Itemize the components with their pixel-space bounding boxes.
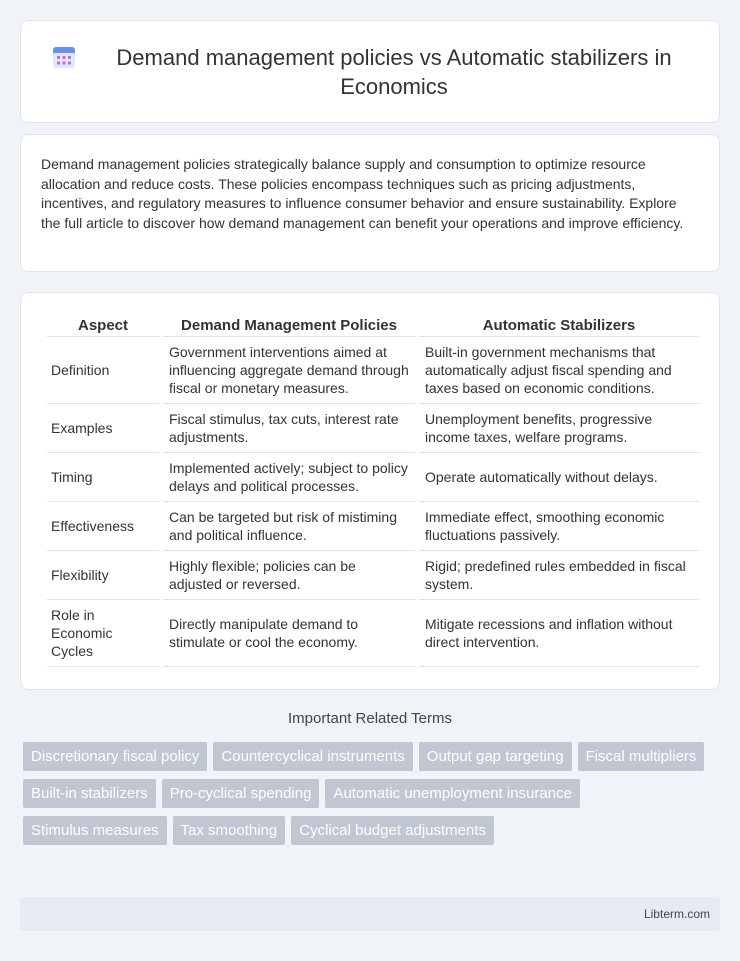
aspect-cell: Effectiveness bbox=[47, 502, 159, 551]
automatic-stabilizers-cell: Immediate effect, smoothing economic fluctuations passively. bbox=[419, 502, 699, 551]
related-term-tag[interactable]: Output gap targeting bbox=[419, 742, 572, 771]
demand-management-cell: Implemented actively; subject to policy delays and political processes. bbox=[163, 453, 415, 502]
related-terms-title: Important Related Terms bbox=[288, 710, 452, 727]
automatic-stabilizers-cell: Operate automatically without delays. bbox=[419, 453, 699, 502]
page-title: Demand management policies vs Automatic stabilizers in Economics bbox=[116, 44, 672, 99]
aspect-cell: Flexibility bbox=[47, 551, 159, 600]
automatic-stabilizers-cell: Mitigate recessions and inflation without direct intervention. bbox=[419, 600, 699, 667]
related-term-tag[interactable]: Stimulus measures bbox=[23, 816, 167, 845]
related-term-tag[interactable]: Pro-cyclical spending bbox=[162, 779, 320, 808]
header-aspect: Aspect bbox=[47, 313, 159, 337]
table-row bbox=[47, 453, 699, 502]
header bbox=[21, 43, 719, 101]
table-row bbox=[47, 404, 699, 453]
related-term-tag[interactable]: Cyclical budget adjustments bbox=[291, 816, 494, 845]
footer-brand-link[interactable]: Libterm.com bbox=[643, 907, 710, 921]
footer bbox=[20, 897, 720, 931]
aspect-cell: Examples bbox=[47, 404, 159, 453]
header-automatic-stabilizers: Automatic Stabilizers bbox=[419, 313, 699, 337]
table-header-row bbox=[47, 313, 699, 337]
demand-management-cell: Directly manipulate demand to stimulate or cool the economy. bbox=[163, 600, 415, 667]
automatic-stabilizers-cell: Built-in government mechanisms that automatically adjust fiscal spending and taxes based on economic conditions. bbox=[419, 337, 699, 404]
demand-management-cell: Can be targeted but risk of mistiming and political influence. bbox=[163, 502, 415, 551]
demand-management-cell: Government interventions aimed at influencing aggregate demand through fiscal or monetary measures. bbox=[163, 337, 415, 404]
table-row bbox=[47, 600, 699, 667]
automatic-stabilizers-cell: Rigid; predefined rules embedded in fiscal system. bbox=[419, 551, 699, 600]
aspect-cell: Role in Economic Cycles bbox=[47, 600, 159, 667]
aspect-cell: Definition bbox=[47, 337, 159, 404]
demand-management-cell: Highly flexible; policies can be adjusted or reversed. bbox=[163, 551, 415, 600]
header-demand-management: Demand Management Policies bbox=[163, 313, 415, 337]
header-card bbox=[20, 20, 720, 123]
demand-management-cell: Fiscal stimulus, tax cuts, interest rate adjustments. bbox=[163, 404, 415, 453]
table-row bbox=[47, 502, 699, 551]
table-row bbox=[47, 551, 699, 600]
aspect-cell: Timing bbox=[47, 453, 159, 502]
related-term-tag[interactable]: Automatic unemployment insurance bbox=[325, 779, 579, 808]
related-term-tag[interactable]: Countercyclical instruments bbox=[213, 742, 412, 771]
calendar-grid-icon bbox=[51, 44, 77, 70]
related-term-tag[interactable]: Discretionary fiscal policy bbox=[23, 742, 207, 771]
related-terms-list bbox=[23, 742, 713, 845]
comparison-card bbox=[20, 292, 720, 690]
related-term-tag[interactable]: Tax smoothing bbox=[173, 816, 286, 845]
comparison-table bbox=[43, 313, 703, 667]
summary-card bbox=[20, 134, 720, 272]
related-term-tag[interactable]: Built-in stabilizers bbox=[23, 779, 156, 808]
automatic-stabilizers-cell: Unemployment benefits, progressive income taxes, welfare programs. bbox=[419, 404, 699, 453]
table-row bbox=[47, 337, 699, 404]
summary-text: Demand management policies strategically balance supply and consumption to optimize resource allocation and reduce costs. These policies encompass techniques such as pricing adjustments, incentives, and regulatory measures to influence consumer behavior and ensure sustainability. Explore the full article to discover how demand management can benefit your operations and improve efficiency. bbox=[41, 156, 684, 231]
related-term-tag[interactable]: Fiscal multipliers bbox=[578, 742, 705, 771]
